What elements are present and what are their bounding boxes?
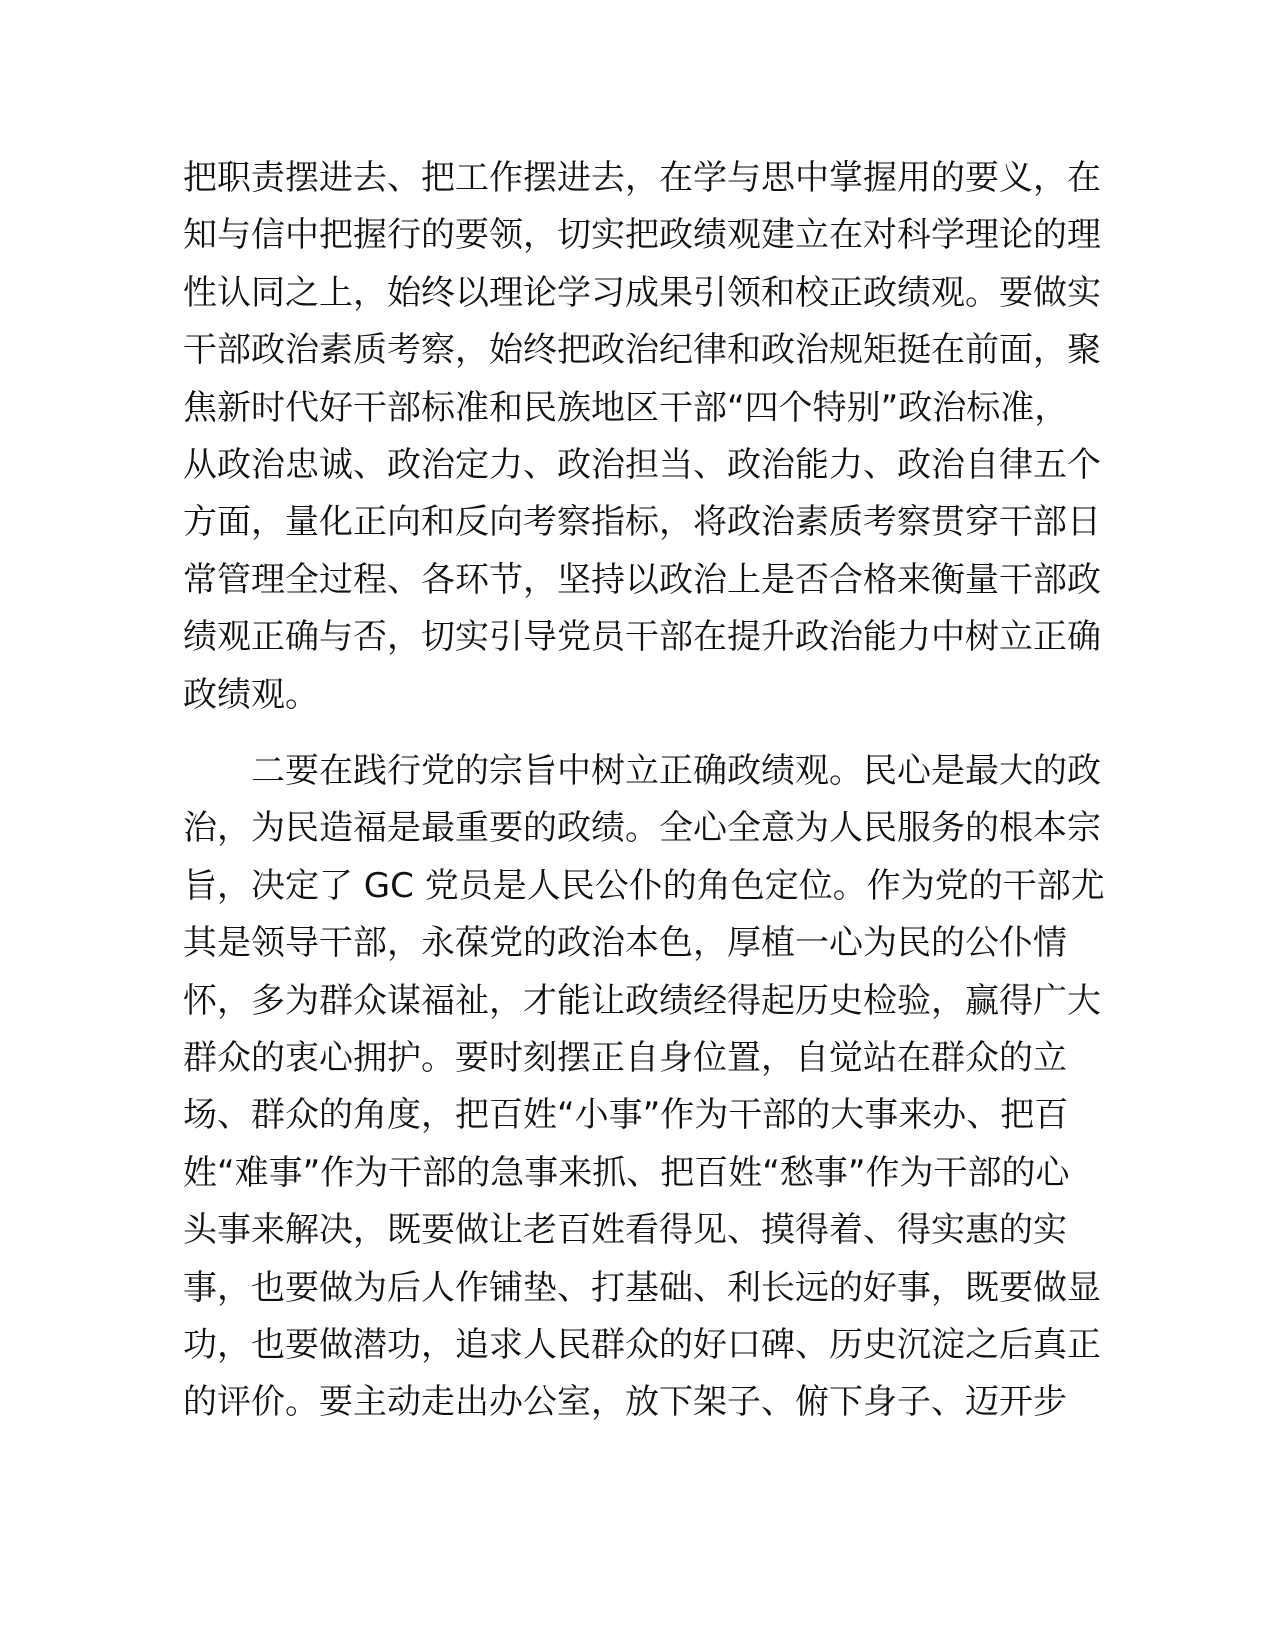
- paragraph-line: 把职责摆进去、把工作摆进去，在学与思中掌握用的要义，在: [183, 158, 1101, 198]
- paragraph-line: 治，为民造福是最重要的政绩。全心全意为人民服务的根本宗: [183, 808, 1101, 849]
- paragraph-line: 干部政治素质考察，始终把政治纪律和政治规矩挺在前面，聚: [183, 330, 1101, 371]
- paragraph-line: 绩观正确与否，切实引导党员干部在提升政治能力中树立正确: [183, 617, 1101, 658]
- paragraph-line: 知与信中把握行的要领，切实把政绩观建立在对科学理论的理: [183, 215, 1101, 256]
- paragraph-line: 性认同之上，始终以理论学习成果引领和校正政绩观。要做实: [183, 272, 1101, 313]
- paragraph-line: 事，也要做为后人作铺垫、打基础、利长远的好事，既要做显: [183, 1267, 1101, 1308]
- paragraph-first-line: 二要在践行党的宗旨中树立正确政绩观。民心是最大的政: [251, 751, 1101, 791]
- paragraph-1: [183, 150, 1103, 724]
- paragraph-line: 政绩观。: [183, 674, 319, 715]
- paragraph-line: 旨，决定了 GC 党员是人民公仆的角色定位。作为党的干部尤: [183, 865, 1105, 906]
- paragraph-line: 群众的衷心拥护。要时刻摆正自身位置，自觉站在群众的立: [183, 1037, 1067, 1078]
- paragraph-line: 头事来解决，既要做让老百姓看得见、摸得着、得实惠的实: [183, 1210, 1067, 1251]
- paragraph-line: 怀，多为群众谋福祉，才能让政绩经得起历史检验，赢得广大: [183, 980, 1101, 1021]
- paragraph-line: 场、群众的角度，把百姓“小事”作为干部的大事来办、把百: [183, 1095, 1069, 1136]
- paragraph-line: 从政治忠诚、政治定力、政治担当、政治能力、政治自律五个: [183, 444, 1101, 485]
- paragraph-line: 功，也要做潜功，追求人民群众的好口碑、历史沉淀之后真正: [183, 1324, 1101, 1365]
- paragraph-2: [183, 743, 1103, 1432]
- paragraph-line: 焦新时代好干部标准和民族地区干部“四个特别”政治标准，: [183, 387, 1069, 428]
- paragraph-line: 的评价。要主动走出办公室，放下架子、俯下身子、迈开步: [183, 1382, 1067, 1423]
- paragraph-line: 常管理全过程、各环节，坚持以政治上是否合格来衡量干部政: [183, 559, 1101, 600]
- paragraph-line: 方面，量化正向和反向考察指标，将政治素质考察贯穿干部日: [183, 502, 1101, 543]
- paragraph-line: 其是领导干部，永葆党的政治本色，厚植一心为民的公仆情: [183, 923, 1067, 964]
- paragraph-line: 姓“难事”作为干部的急事来抓、把百姓“愁事”作为干部的心: [183, 1152, 1070, 1193]
